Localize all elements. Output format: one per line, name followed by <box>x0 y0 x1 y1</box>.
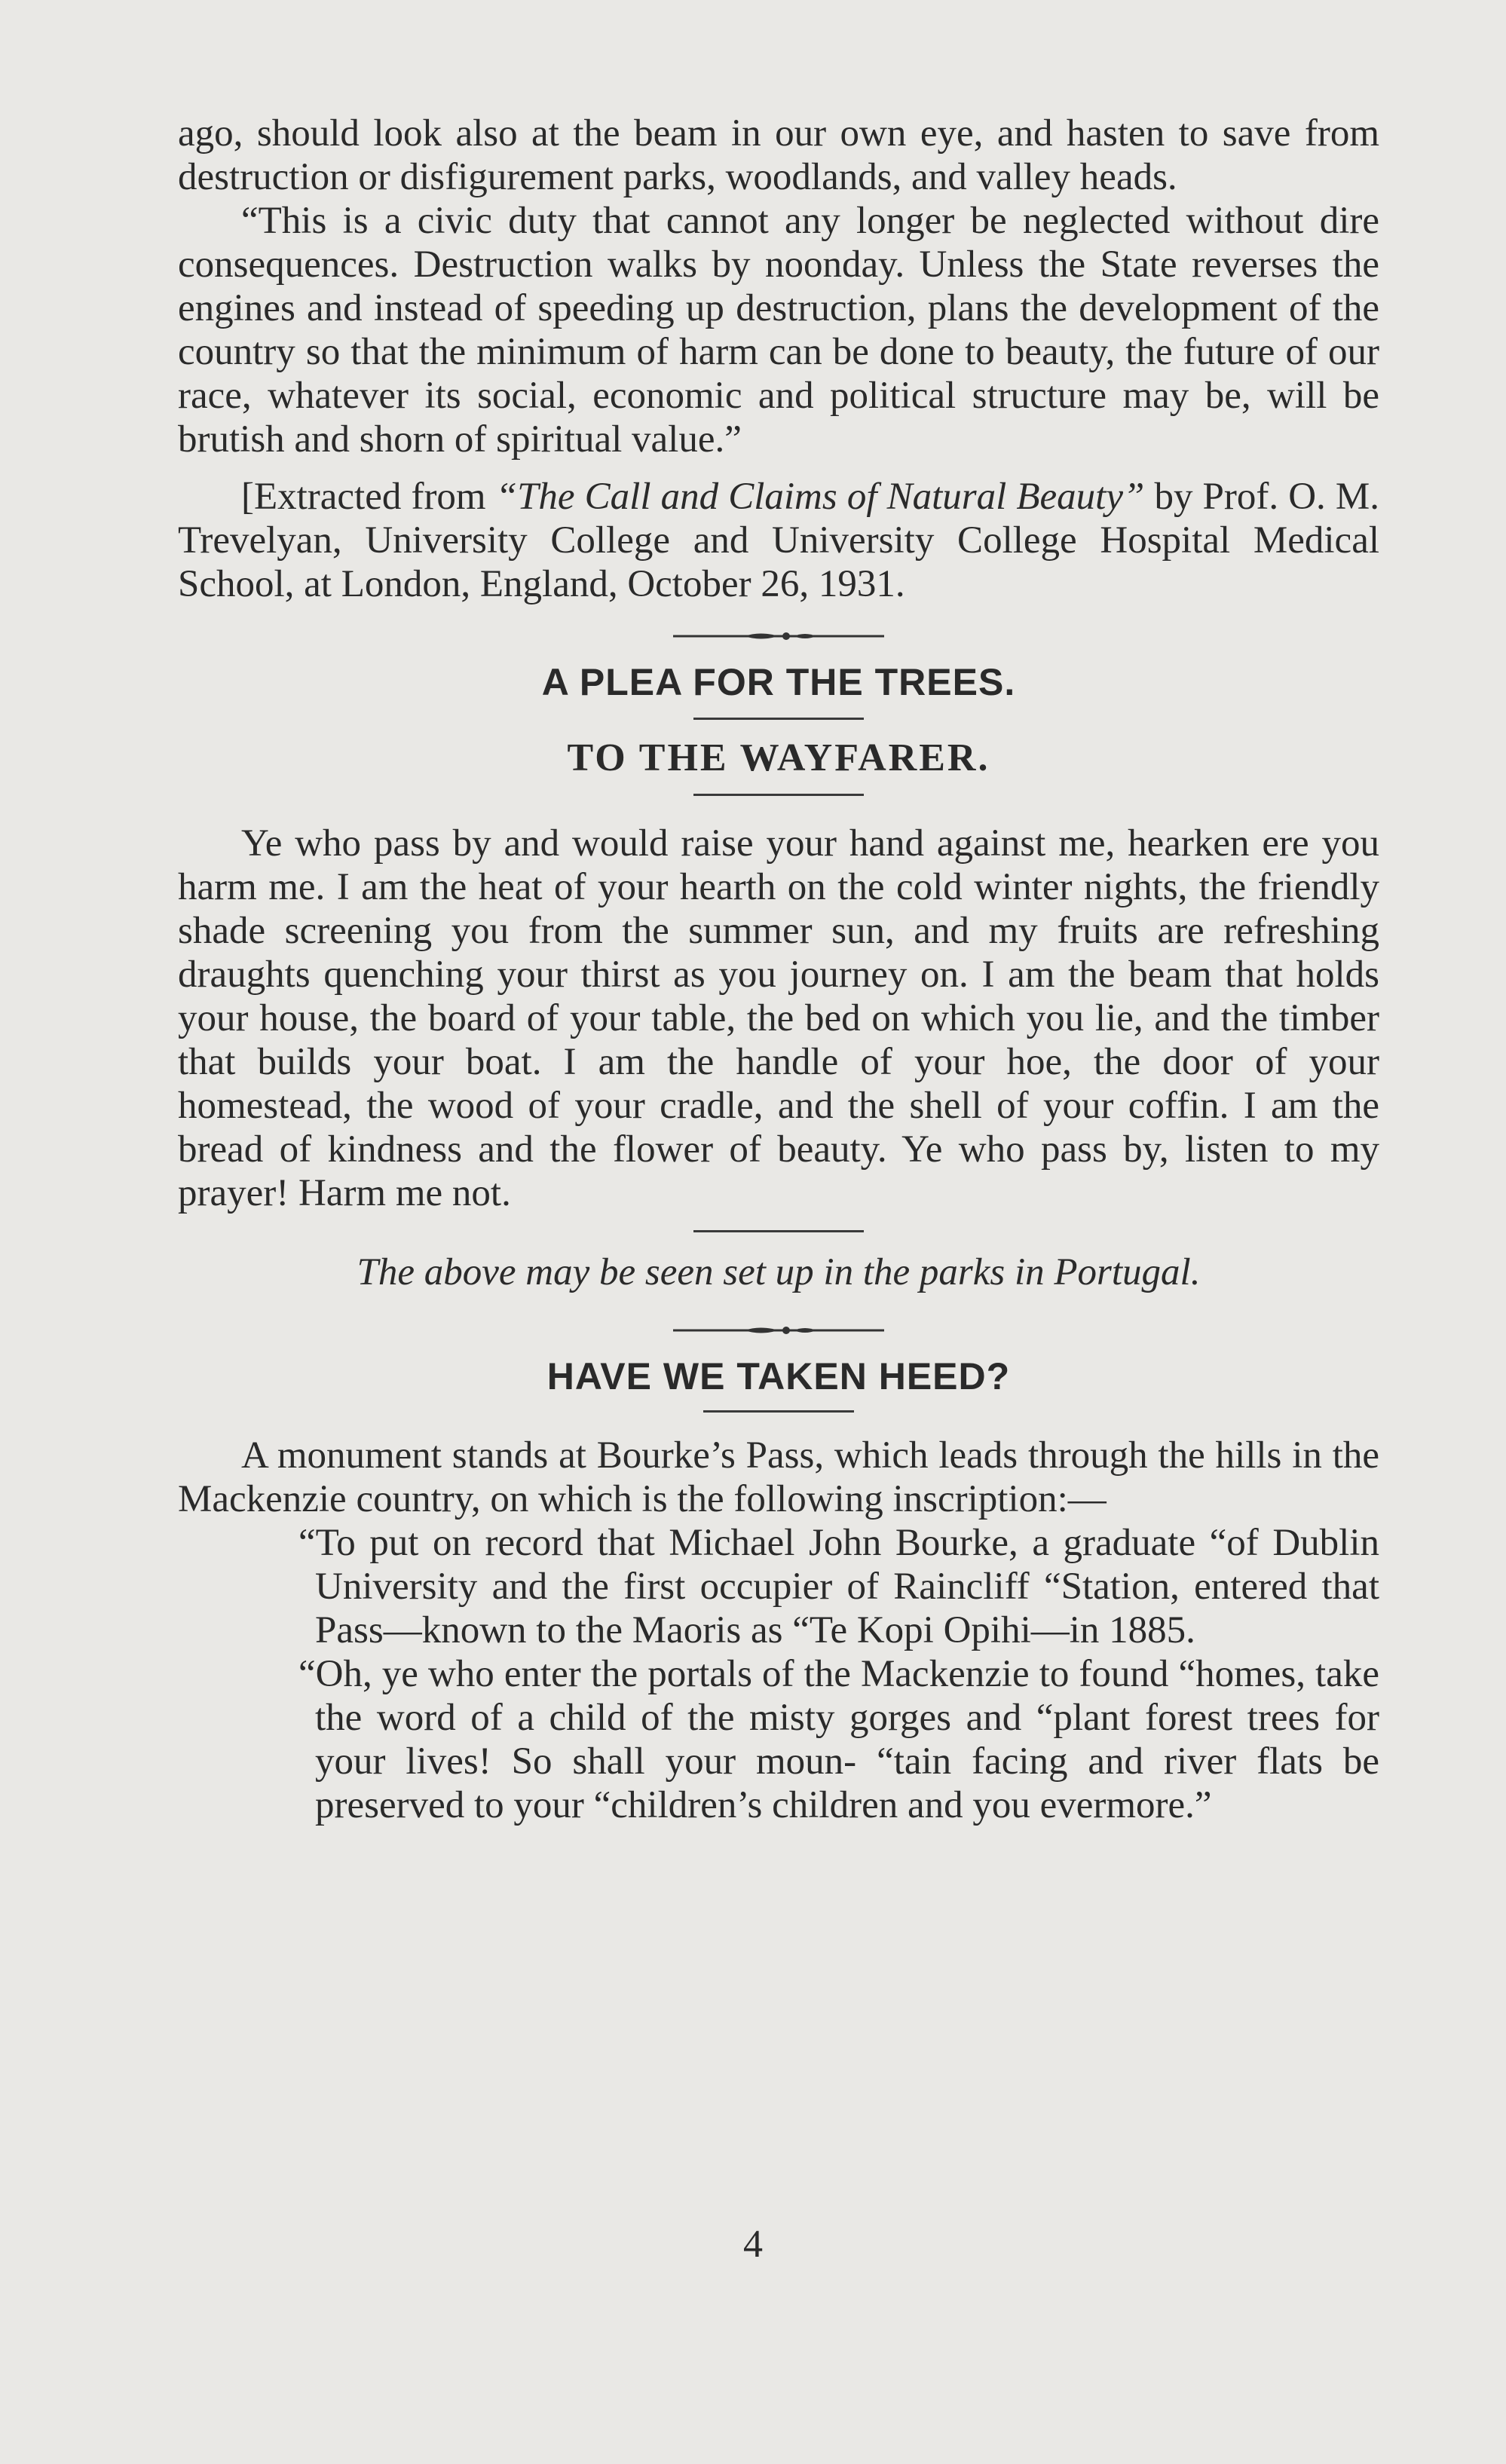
inscription-paragraph-1: “To put on record that Michael John Bourke, a graduate “of Dublin University and the first occupier of Raincliff “Station, entered that Pass—known to the Maoris as “Te Kopi Opihi—in 1885. <box>298 1522 1379 1651</box>
heed-heading: HAVE WE TAKEN HEED? <box>546 1355 1011 1397</box>
heed-intro: A monument stands at Bourke’s Pass, which leads through the hills in the Mackenzie country, on which is the following inscription:— <box>178 1434 1379 1520</box>
source-prefix: [Extracted from <box>241 476 496 518</box>
source-title: “The Call and Claims of Natural Beauty” <box>495 476 1145 518</box>
ornament-divider-2 <box>666 1323 892 1338</box>
inscription-paragraph-2: “Oh, ye who enter the portals of the Mackenzie to found “homes, take the word of a child of the misty gorges and “plant forest trees for your lives! So shall your moun- “tain facing and river flats be preserved to your “children’s children and you evermore.” <box>298 1653 1379 1826</box>
intro-paragraph-2: “This is a civic duty that cannot any longer be neglected without dire consequences. Destruction walks by noonday. Unless the State reverses the engines and instead of speeding up destruction, plans the development of the country so that the minimum of harm can be done to beauty, the future of our race, whatever its social, economic and political structure may be, will be brutish and shorn of spiritual value.” <box>178 200 1379 461</box>
intro-paragraph-1: ago, should look also at the beam in our own eye, and hasten to save from destruction or disfigurement parks, woodlands, and valley heads. <box>178 112 1379 198</box>
page-number: 4 <box>743 2223 763 2266</box>
source-citation <box>178 475 1379 606</box>
plea-note: The above may be seen set up in the parks in Portugal. <box>357 1251 1201 1293</box>
monument-inscription <box>178 1521 1379 1827</box>
text-column <box>178 112 1379 1827</box>
plea-body: Ye who pass by and would raise your hand against me, hearken ere you harm me. I am the heat of your hearth on the cold winter nights, the friendly shade screening you from the summer sun, and my fruits are refreshing draughts quenching your thirst as you journey on. I am the beam that holds your house, the board of your table, the bed on which you lie, and the timber that builds your boat. I am the handle of your hoe, the door of your homestead, the wood of your cradle, and the shell of your coffin. I am the bread of kindness and the flower of beauty. Ye who pass by, listen to my prayer! Harm me not. <box>178 822 1379 1214</box>
plea-heading: A PLEA FOR THE TREES. <box>541 661 1016 703</box>
plea-subheading: TO THE WAYFARER. <box>567 736 990 779</box>
ornament-divider <box>666 629 892 644</box>
source-suffix: by Prof. O. M. Trevelyan, University College and University College Hospital Medical School, at London, England, October 26, 1931. <box>178 476 1379 605</box>
